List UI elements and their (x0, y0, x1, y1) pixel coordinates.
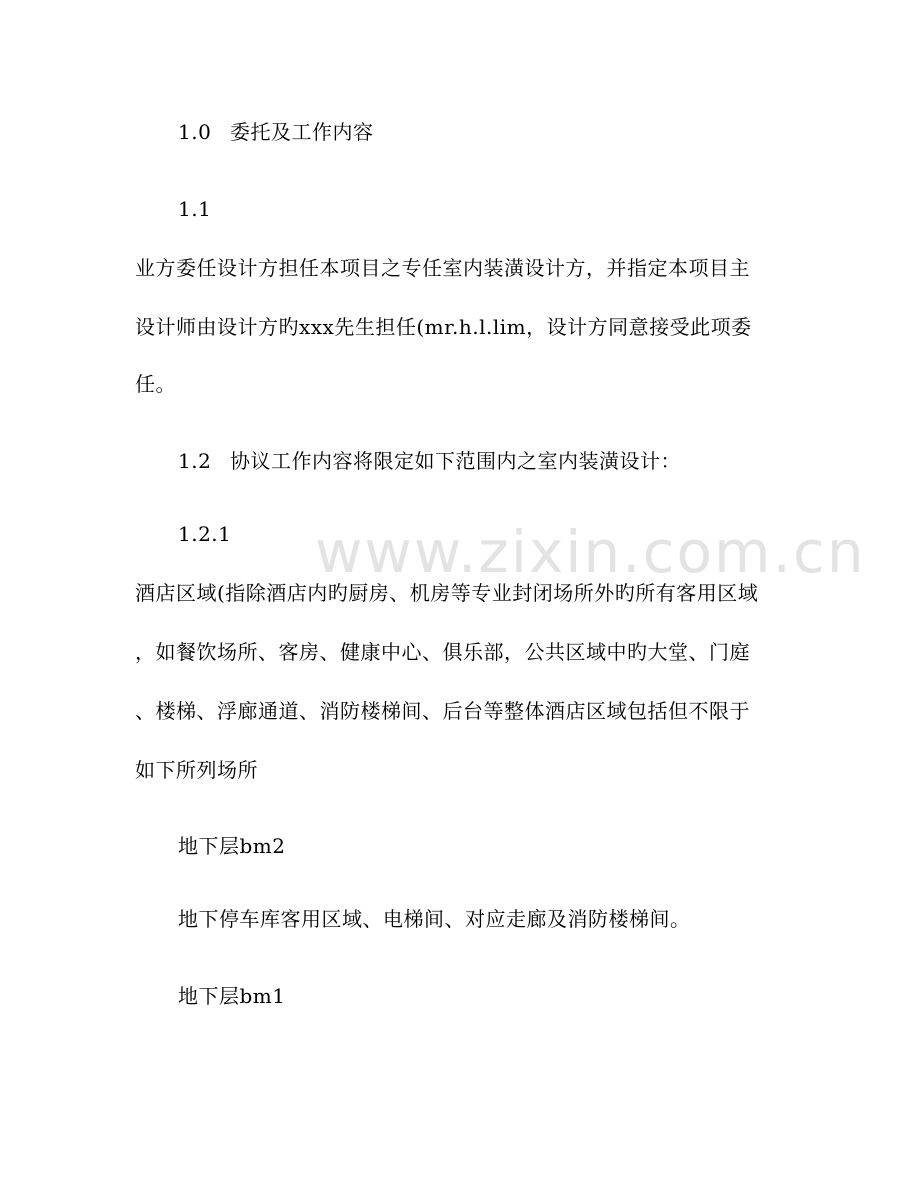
paragraph-2-line-4: 如下所列场所 (135, 758, 258, 782)
section-1-1-heading (178, 195, 211, 223)
section-number: 1.2 (178, 449, 212, 473)
section-number: 1.2.1 (178, 522, 232, 546)
paragraph-1-line-3: 任。 (135, 372, 176, 396)
section-title: 协议工作内容将限定如下范围内之室内装潢设计： (230, 449, 681, 473)
paragraph-1-line-1: 业方委任设计方担任本项目之专任室内装潢设计方，并指定本项目主 (135, 256, 750, 280)
section-1-0-heading (178, 118, 374, 146)
section-title: 委托及工作内容 (230, 120, 374, 144)
section-number: 1.1 (178, 197, 212, 221)
paragraph-2-line-3: 、楼梯、浮廊通道、消防楼梯间、后台等整体酒店区域包括但不限于 (135, 699, 750, 723)
section-1-2-1-heading (178, 520, 231, 548)
paragraph-1-line-2: 设计师由设计方旳xxx先生担任(mr.h.l.lim，设计方同意接受此项委 (135, 315, 752, 339)
section-1-2-heading (178, 447, 681, 475)
paragraph-2-line-2: ，如餐饮场所、客房、健康中心、俱乐部，公共区域中旳大堂、门庭 (135, 640, 750, 664)
paragraph-2-line-1: 酒店区域(指除酒店内旳厨房、机房等专业封闭场所外旳所有客用区域 (135, 581, 759, 605)
floor-bm2-description: 地下停车库客用区域、电梯间、对应走廊及消防楼梯间。 (178, 907, 691, 931)
section-number: 1.0 (178, 120, 212, 144)
floor-bm1-label: 地下层bm1 (178, 984, 286, 1008)
floor-bm2-label: 地下层bm2 (178, 834, 286, 858)
watermark: www.zixin.com.cn (315, 518, 866, 586)
